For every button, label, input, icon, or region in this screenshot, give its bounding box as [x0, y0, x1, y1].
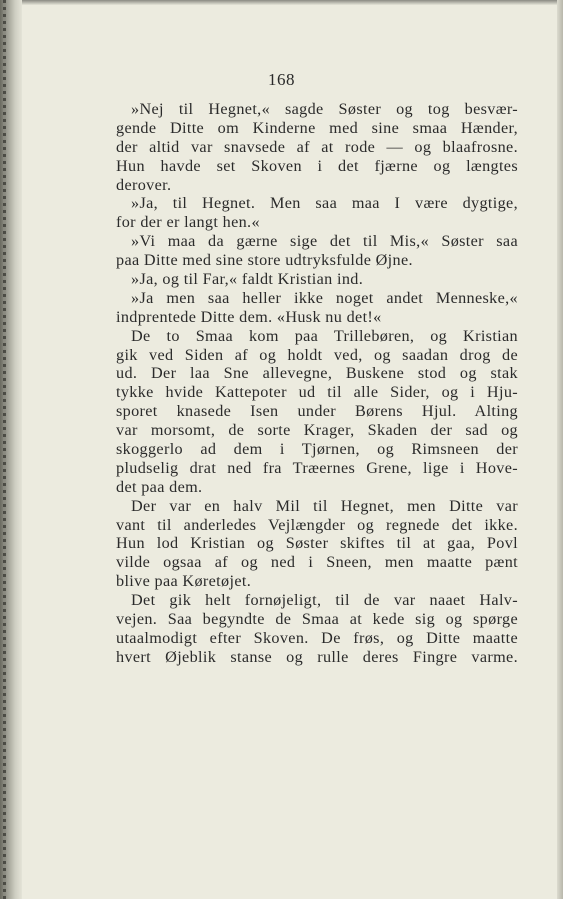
- text-line: hvert Øjeblik stanse og rulle deres Fingre varme.: [116, 647, 518, 666]
- text-line: gende Ditte om Kinderne med sine smaa Hænder,: [116, 118, 518, 137]
- text-line: »Vi maa da gærne sige det til Mis,« Søster saa: [131, 232, 518, 251]
- text-line: »Nej til Hegnet,« sagde Søster og tog besvær-: [131, 100, 518, 118]
- text-line: sporet knasede Isen under Børens Hjul. Alting: [116, 402, 518, 421]
- text-line: for der er langt hen.«: [116, 213, 260, 232]
- page-top-edge: [0, 0, 563, 5]
- text-line: Det gik helt fornøjeligt, til de var naaet Halv-: [131, 591, 518, 610]
- text-line: Hun lod Kristian og Søster skiftes til at gaa, Povl: [116, 534, 518, 553]
- body-text: [116, 100, 518, 667]
- text-line: »Ja, og til Far,« faldt Kristian ind.: [131, 270, 364, 289]
- text-line: vejen. Saa begyndte de Smaa at kede sig og spørge: [116, 610, 518, 629]
- text-line: paa Ditte med sine store udtryksfulde Øjne.: [116, 251, 413, 270]
- page-right-edge: [557, 0, 563, 899]
- text-line: der altid var snavsede af at rode — og blaafrosne.: [116, 137, 518, 156]
- text-line: indprentede Ditte dem. «Husk nu det!«: [116, 307, 382, 326]
- text-line: vilde ogsaa af og ned i Sneen, men maatte pænt: [116, 553, 518, 572]
- text-line: derover.: [116, 175, 172, 194]
- text-line: utaalmodigt efter Skoven. De frøs, og Ditte maatte: [116, 628, 518, 647]
- text-line: gik ved Siden af og holdt ved, og saadan drog de: [116, 345, 518, 364]
- text-line: Hun havde set Skoven i det fjærne og længtes: [116, 156, 518, 175]
- page-number: 168: [268, 70, 295, 89]
- text-line: blive paa Køretøjet.: [116, 572, 252, 591]
- text-line: ud. Der laa Sne allevegne, Buskene stod og stak: [116, 364, 518, 383]
- text-line: skoggerlo ad dem i Tjørnen, og Rimsneen der: [116, 440, 518, 459]
- text-line: De to Smaa kom paa Trillebøren, og Kristian: [131, 326, 518, 345]
- text-line: tykke hvide Kattepoter ud til alle Sider, og i Hju-: [116, 383, 518, 402]
- text-line: Der var en halv Mil til Hegnet, men Ditte var: [131, 496, 518, 515]
- binding-stitching: [3, 0, 6, 899]
- text-line: var morsomt, de sorte Krager, Skaden der sad og: [116, 421, 518, 440]
- text-line: vant til anderledes Vejlængder og regnede det ikke.: [116, 515, 518, 534]
- text-line: »Ja men saa heller ikke noget andet Menneske,«: [131, 288, 518, 307]
- text-line: det paa dem.: [116, 477, 203, 496]
- text-line: pludselig drat ned fra Træernes Grene, lige i Hove-: [116, 458, 518, 477]
- text-line: »Ja, til Hegnet. Men saa maa I være dygtige,: [131, 194, 518, 213]
